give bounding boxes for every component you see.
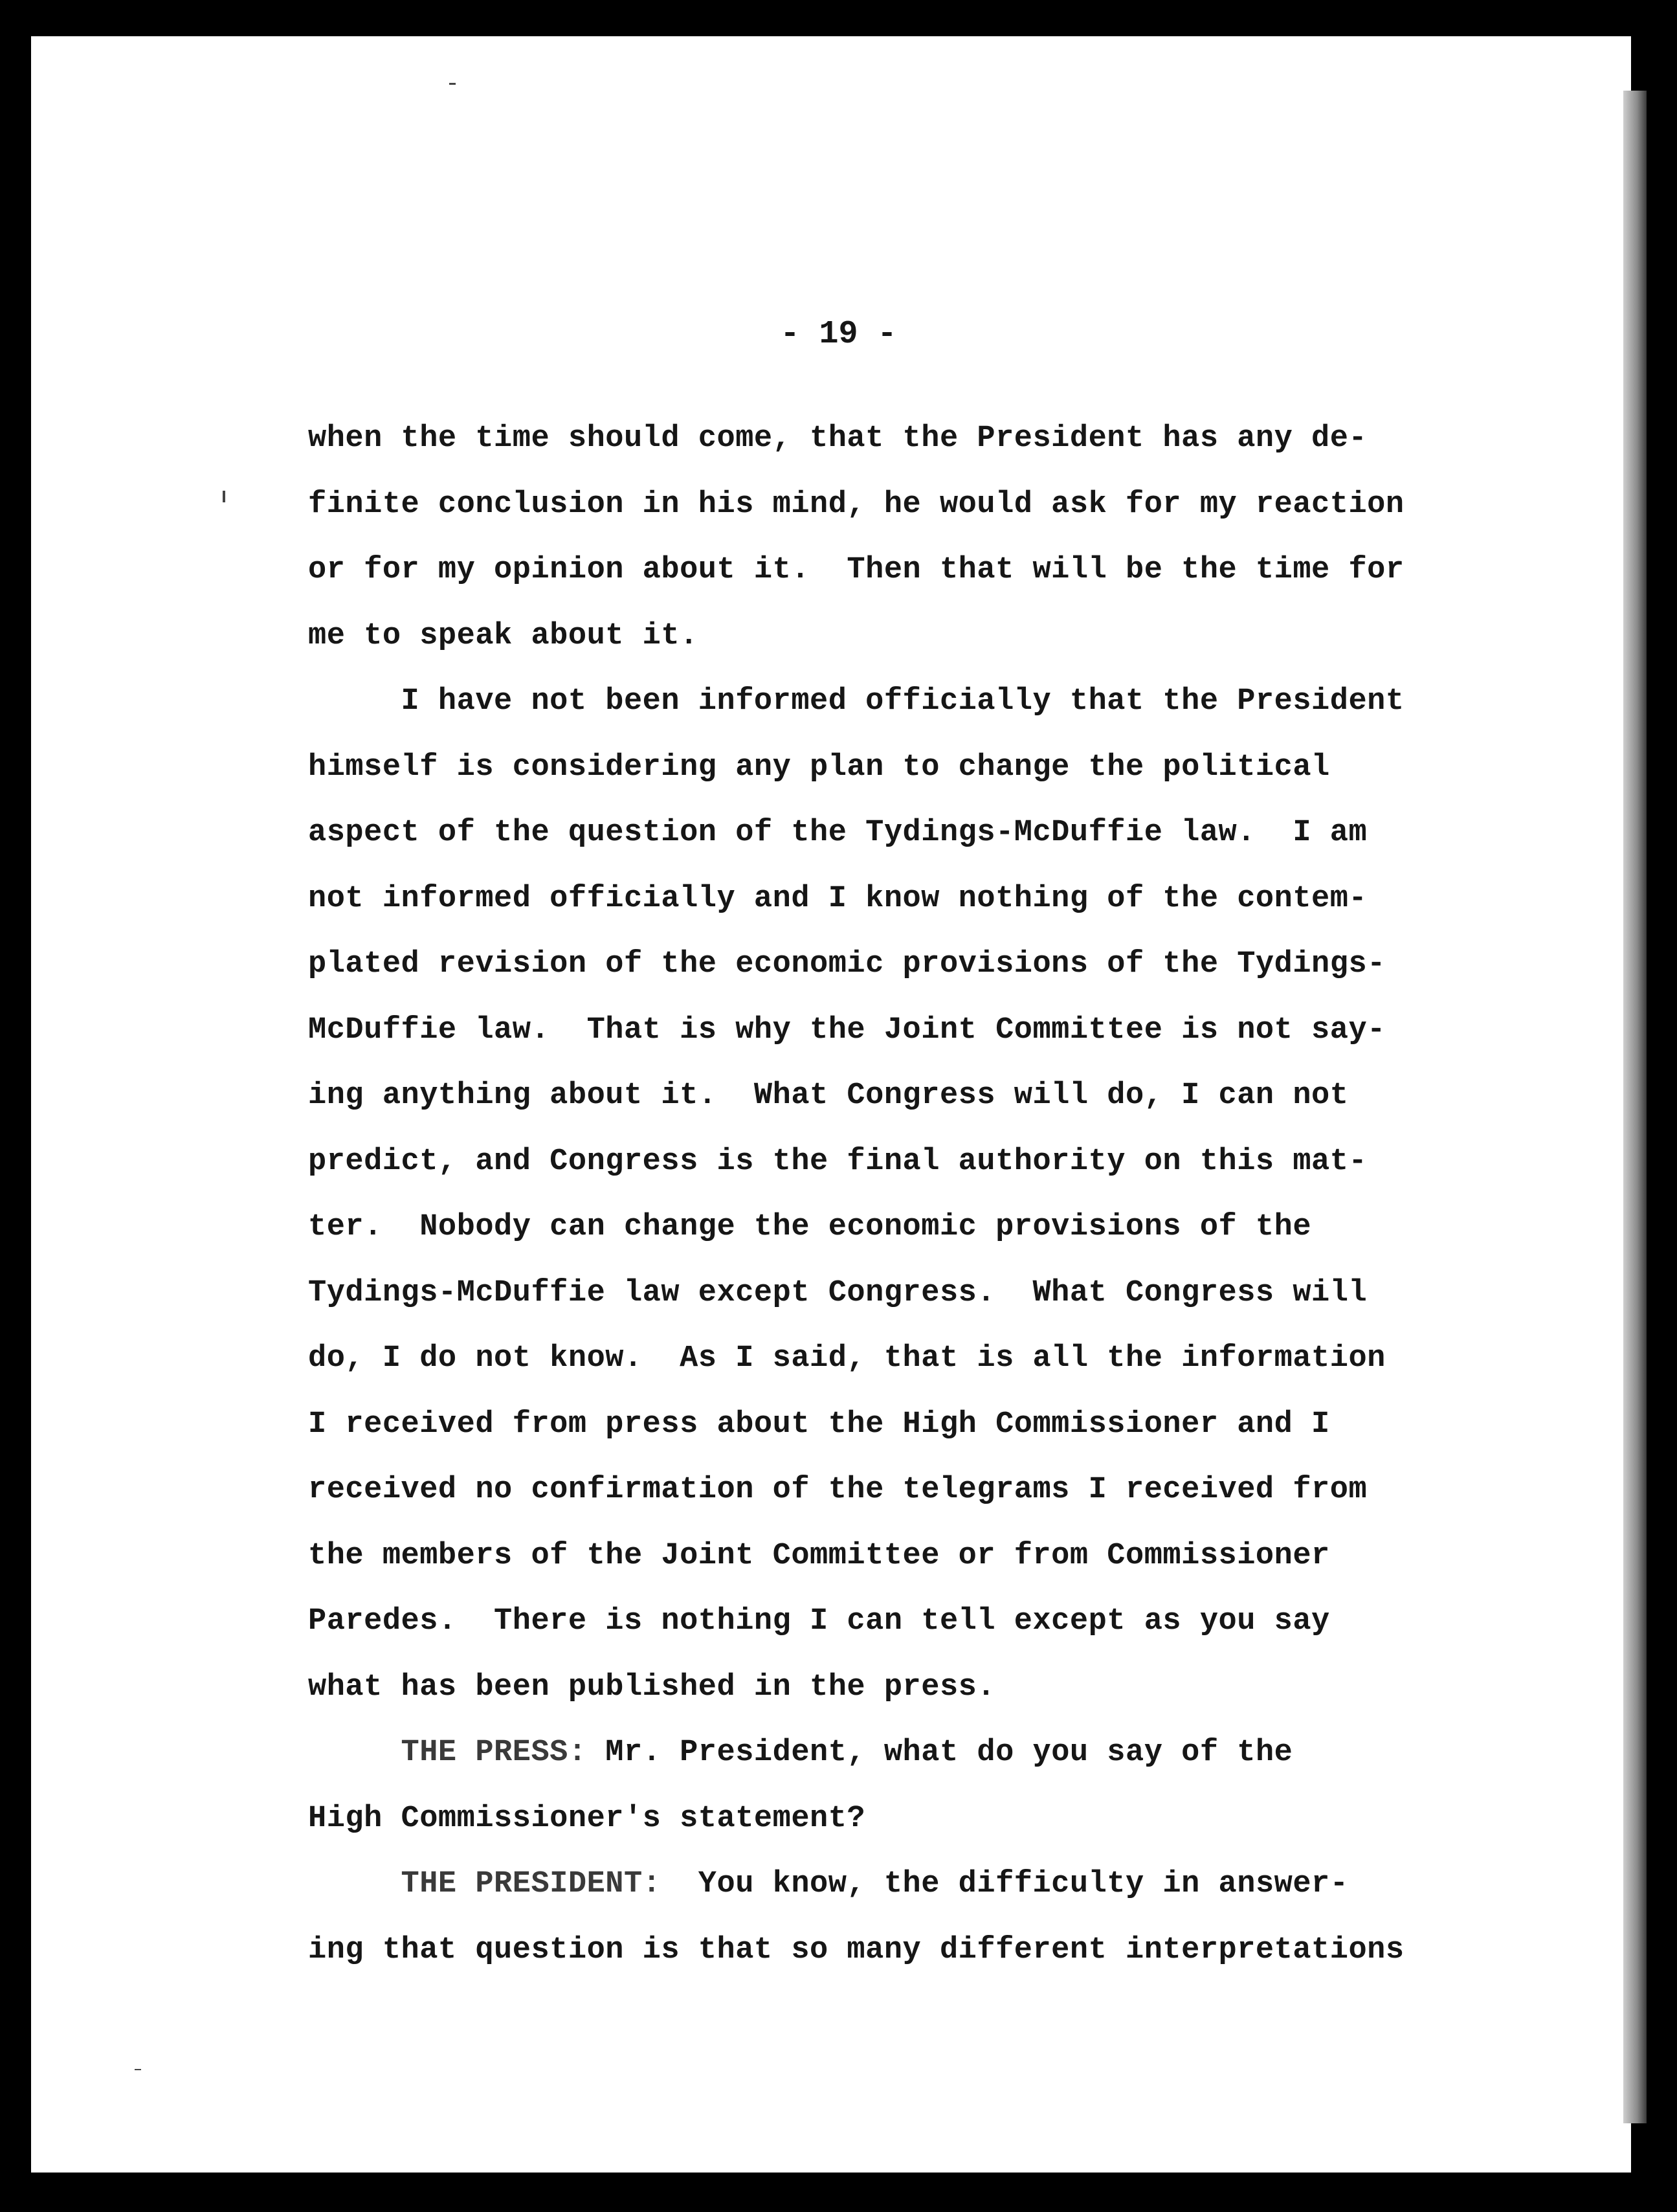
line-text: predict, and Congress is the final authority on this mat- bbox=[308, 1144, 1368, 1179]
page-number: - 19 - bbox=[780, 316, 897, 353]
line-text: McDuffie law. That is why the Joint Committee is not say- bbox=[308, 1012, 1386, 1047]
line-text: I received from press about the High Commissioner and I bbox=[308, 1407, 1330, 1442]
text-line bbox=[308, 1194, 1493, 1260]
line-text: ter. Nobody can change the economic provisions of the bbox=[308, 1210, 1312, 1244]
text-line bbox=[308, 735, 1493, 801]
text-line bbox=[308, 932, 1493, 998]
line-text: Paredes. There is nothing I can tell except as you say bbox=[308, 1604, 1330, 1638]
document-body bbox=[308, 406, 1493, 1983]
line-text: High Commissioner's statement? bbox=[308, 1801, 866, 1836]
text-line bbox=[308, 800, 1493, 866]
text-line bbox=[308, 1917, 1493, 1983]
text-line bbox=[308, 1326, 1493, 1392]
line-text: or for my opinion about it. Then that will be the time for bbox=[308, 553, 1405, 587]
line-text: do, I do not know. As I said, that is all the information bbox=[308, 1341, 1386, 1376]
line-text: me to speak about it. bbox=[308, 618, 698, 653]
text-line bbox=[308, 1720, 1493, 1786]
text-line bbox=[308, 1786, 1493, 1852]
line-text: ing anything about it. What Congress will do, I can not bbox=[308, 1078, 1349, 1113]
text-line bbox=[308, 1392, 1493, 1458]
speaker-label: THE PRESIDENT: bbox=[308, 1867, 661, 1901]
text-line bbox=[308, 406, 1493, 472]
text-line bbox=[308, 866, 1493, 932]
scan-speck bbox=[135, 2069, 141, 2070]
line-text: not informed officially and I know nothing of the contem- bbox=[308, 881, 1368, 916]
text-line bbox=[308, 537, 1493, 603]
text-line bbox=[308, 1589, 1493, 1655]
text-line bbox=[308, 1129, 1493, 1195]
text-line bbox=[308, 998, 1493, 1064]
text-line bbox=[308, 1851, 1493, 1917]
page-edge-shadow bbox=[1623, 91, 1647, 2123]
line-text: what has been published in the press. bbox=[308, 1670, 996, 1704]
line-text: received no confirmation of the telegrams I received from bbox=[308, 1473, 1368, 1507]
line-text: aspect of the question of the Tydings-McDuffie law. I am bbox=[308, 816, 1368, 850]
text-line bbox=[308, 669, 1493, 735]
line-text: when the time should come, that the President has any de- bbox=[308, 421, 1368, 456]
line-text: plated revision of the economic provisions of the Tydings- bbox=[308, 947, 1386, 981]
scan-speck bbox=[449, 83, 456, 85]
scan-speck bbox=[223, 491, 225, 502]
text-line bbox=[308, 1063, 1493, 1129]
text-line bbox=[308, 603, 1493, 669]
text-line bbox=[308, 1260, 1493, 1326]
text-line bbox=[308, 1655, 1493, 1721]
text-line bbox=[308, 1457, 1493, 1523]
line-text: Tydings-McDuffie law except Congress. What Congress will bbox=[308, 1275, 1368, 1310]
line-text: You know, the difficulty in answer- bbox=[661, 1867, 1349, 1901]
speaker-label: THE PRESS: bbox=[308, 1736, 587, 1770]
text-line bbox=[308, 1523, 1493, 1589]
line-text: Mr. President, what do you say of the bbox=[586, 1736, 1293, 1770]
line-text: ing that question is that so many different interpretations bbox=[308, 1932, 1405, 1967]
text-line bbox=[308, 472, 1493, 538]
line-text: I have not been informed officially that the President bbox=[308, 684, 1405, 719]
line-text: the members of the Joint Committee or from Commissioner bbox=[308, 1538, 1330, 1573]
line-text: finite conclusion in his mind, he would ask for my reaction bbox=[308, 487, 1405, 522]
line-text: himself is considering any plan to change the political bbox=[308, 750, 1330, 785]
